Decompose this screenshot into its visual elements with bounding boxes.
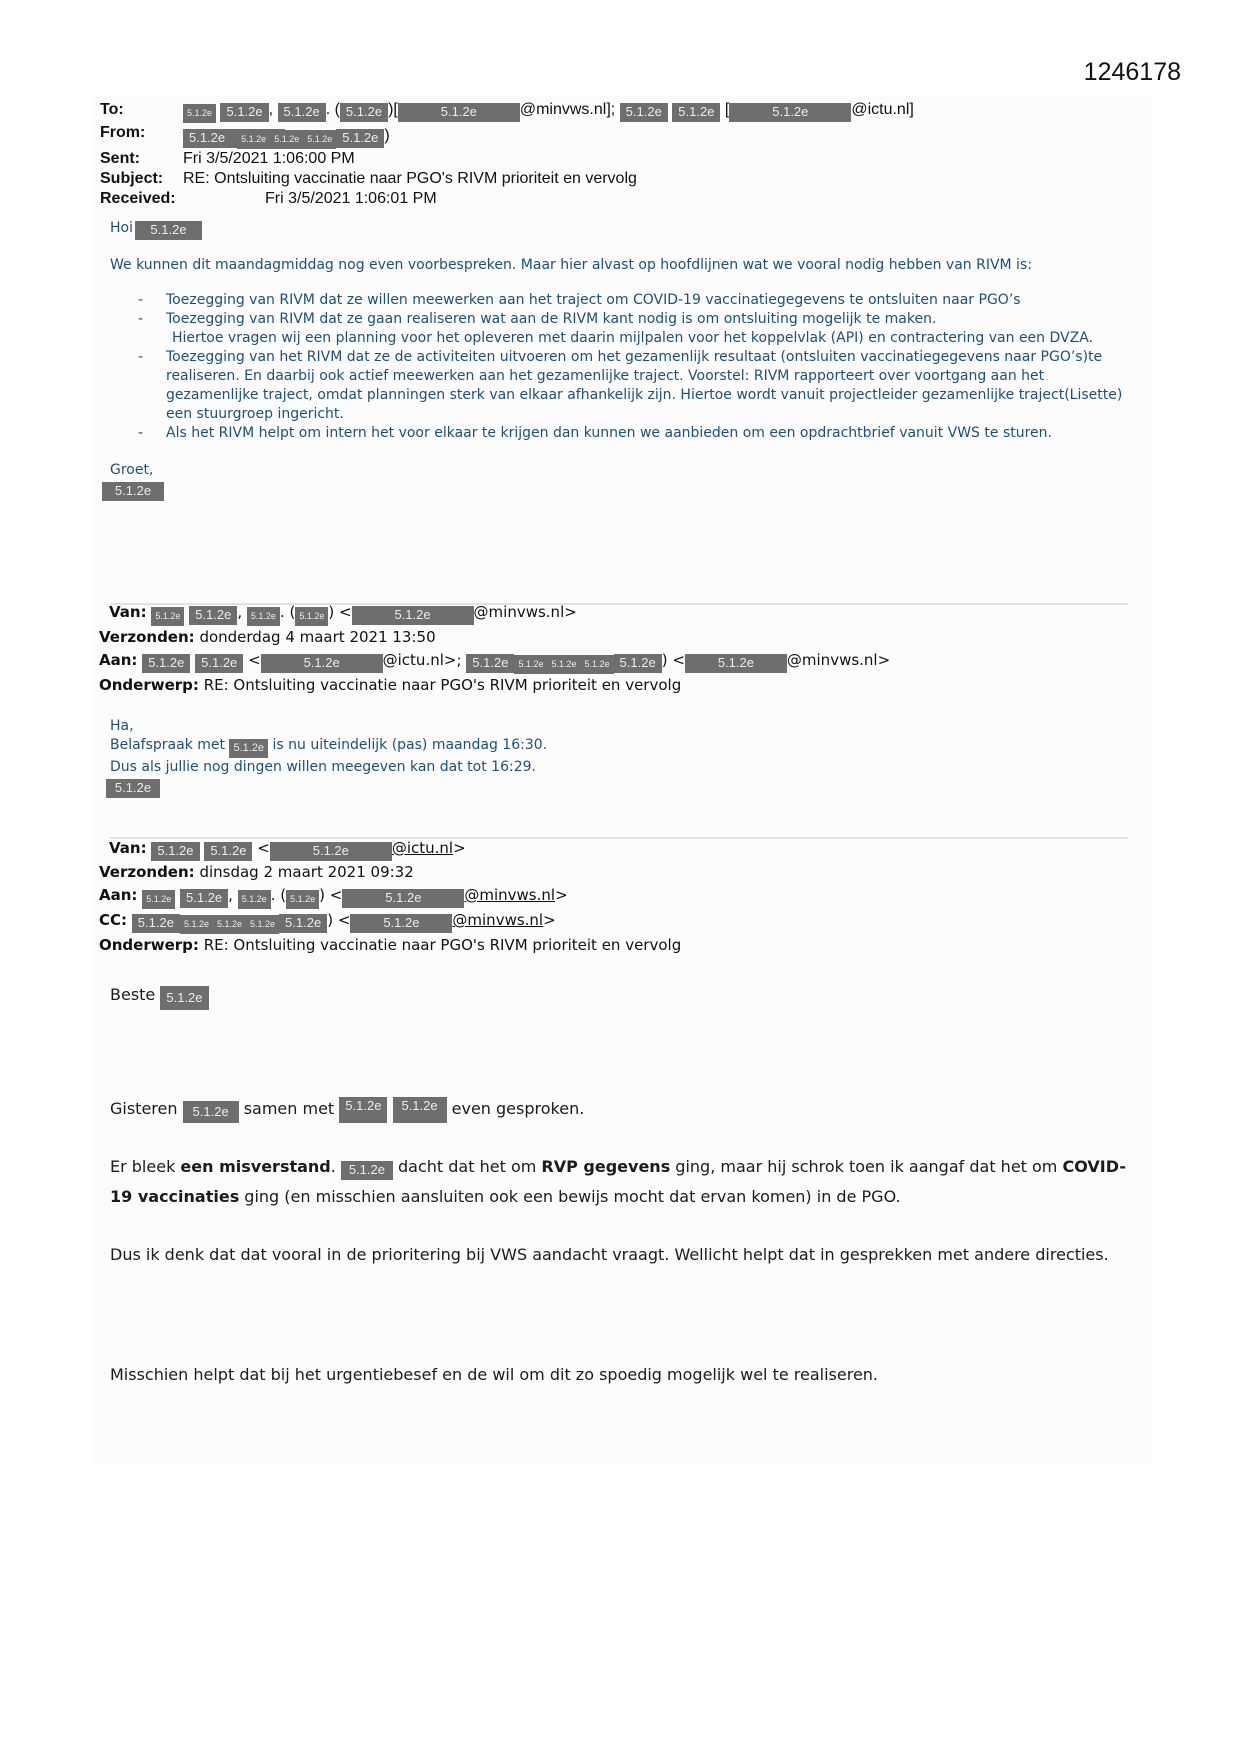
redaction: 5.1.2e [180,915,213,934]
redaction: 5.1.2e [151,842,199,861]
redaction: 5.1.2e [295,607,328,626]
email-link[interactable]: @ictu.nl [391,839,454,857]
redaction: 5.1.2e [270,130,303,149]
redaction: 5.1.2e [229,739,268,758]
paragraph: Gisteren 5.1.2e samen met 5.1.2e 5.1.2e even gesproken. [110,1094,1130,1124]
greeting: Hoi 5.1.2e [110,219,1130,240]
van-row: Van: 5.1.2e 5.1.2e < 5.1.2e @ictu.nl> [99,837,681,861]
redaction [225,123,237,142]
redaction: 5.1.2e [393,1097,447,1123]
aan-row: Aan: 5.1.2e 5.1.2e < 5.1.2e @ictu.nl>; 5.1.2e 5.1.2e 5.1.2e 5.1.2e 5.1.2e ) < 5.1.2e @minvws.nl> [99,649,890,674]
onderwerp-row: Onderwerp: RE: Ontsluiting vaccinatie naar PGO's RIVM prioriteit en vervolg [99,676,682,694]
redaction: 5.1.2e [352,606,474,625]
from-row [100,123,914,149]
to-value: 5.1.2e 5.1.2e , 5.1.2e . ( 5.1.2e )[ 5.1.2e @minvws.nl]; 5.1.2e 5.1.2e [ 5.1.2e @ictu.nl] [183,100,914,123]
verzonden-row: Verzonden: donderdag 4 maart 2021 13:50 [99,628,436,646]
redaction: 5.1.2e [278,103,326,122]
redaction: 5.1.2e [466,654,514,673]
to-domain-minvws: @minvws.nl]; [519,101,616,118]
redaction: 5.1.2e [151,607,184,626]
redaction: 5.1.2e [729,103,851,122]
redaction: 5.1.2e [261,654,383,673]
redaction: 5.1.2e [246,915,279,934]
onderwerp-row: Onderwerp: RE: Ontsluiting vaccinatie naar PGO's RIVM prioriteit en vervolg [99,936,682,954]
list-item: - Toezegging van het RIVM dat ze de activiteiten uitvoeren om het gezamenlijk resultaat (ontsluiten vaccinatiegegevens naar PGO’s)te realiseren. En daarbij ook actief meewerken aan het gezamenlijke traject. Voorstel: RIVM rapporteert over voortgang aan het gezamenlijke traject, omdat planningen sterk van elkaar afhankelijk zijn. Hiertoe wordt vanuit projectleider gezamenlijke traject(Lisette) een stuurgroep ingericht. [138,349,1123,422]
intro-paragraph: We kunnen dit maandagmiddag nog even voorbespreken. Maar hier alvast op hoofdlijnen wat we vooral nodig hebben van RIVM is: [110,257,1032,273]
redaction: 5.1.2e [183,129,285,148]
redaction: 5.1.2e [279,914,327,933]
paragraph: Misschien helpt dat bij het urgentiebesef en de wil om dit zo spoedig mogelijk wel te realiseren. [110,1365,879,1384]
message-2-body: Ha, Belafspraak met 5.1.2e is nu uiteindelijk (pas) maandag 16:30. Dus als jullie nog dingen willen meegeven kan dat tot 16:29. 5.1.2e [110,717,547,798]
redaction: 5.1.2e [237,130,270,149]
redaction: 5.1.2e [189,606,237,625]
redaction: 5.1.2e [339,1097,387,1123]
redaction: 5.1.2e [303,130,336,149]
redaction: 5.1.2e [102,482,164,501]
verzonden-row: Verzonden: dinsdag 2 maart 2021 09:32 [99,863,414,881]
redaction: 5.1.2e [341,1161,393,1180]
paragraph: Dus ik denk dat dat vooral in de prioritering bij VWS aandacht vraagt. Wellicht helpt dat in gesprekken met andere directies. [110,1245,1109,1264]
van-row: Van: 5.1.2e 5.1.2e , 5.1.2e . ( 5.1.2e ) < 5.1.2e @minvws.nl> [99,601,890,626]
redaction: 5.1.2e [685,654,787,673]
redaction: 5.1.2e [183,1101,239,1123]
redaction: 5.1.2e [614,654,662,673]
message-3-body [110,980,1130,1390]
redaction: 5.1.2e [213,915,246,934]
redaction: 5.1.2e [180,889,228,908]
redaction: 5.1.2e [238,890,271,909]
received-value: Fri 3/5/2021 1:06:01 PM [265,190,437,207]
to-row [100,100,914,123]
redaction: 5.1.2e [286,890,319,909]
message-2-header [99,601,890,697]
redaction: 5.1.2e [135,221,202,240]
redaction: 5.1.2e [132,914,180,933]
redaction: 5.1.2e [514,655,547,674]
redaction: 5.1.2e [142,654,190,673]
list-item: - Toezegging van RIVM dat ze gaan realiseren wat aan de RIVM kant nodig is om ontsluiting mogelijk te maken. Hiertoe vragen wij een planning voor het opleveren met daarin mijlpalen voor het koppelvlak (API) en contractering van een DVZA. [138,311,1093,346]
redaction: 5.1.2e [547,655,580,674]
redaction: 5.1.2e [247,607,280,626]
list-item: - Toezegging van RIVM dat ze willen meewerken aan het traject om COVID-19 vaccinatiegegevens te ontsluiten naar PGO’s [138,292,1021,308]
redaction: 5.1.2e [106,779,160,798]
email-link[interactable]: @minvws.nl [452,911,544,929]
paragraph: Er bleek een misverstand. 5.1.2e dacht dat het om RVP gegevens ging, maar hij schrok toen ik aangaf dat het om COVID-19 vaccinaties ging (en misschien aansluiten ook een bewijs mocht dat ervan komen) in de PGO. [110,1157,1126,1206]
aan-row: Aan: 5.1.2e 5.1.2e , 5.1.2e . ( 5.1.2e ) < 5.1.2e @minvws.nl> [99,884,681,909]
list-item: - Als het RIVM helpt om intern het voor elkaar te krijgen dan kunnen we aanbieden om een opdrachtbrief vanuit VWS te sturen. [138,425,1052,441]
message-3-header [99,837,681,957]
subject-label: Subject: [100,170,164,187]
sent-value: Fri 3/5/2021 1:06:00 PM [183,150,355,167]
document-number: 1246178 [1083,58,1181,86]
sent-row [100,149,914,169]
redaction: 5.1.2e [183,104,216,123]
from-label: From: [100,124,146,141]
from-value: 5.1.2e 5.1.2e 5.1.2e 5.1.2e 5.1.2e ) [183,123,390,149]
email-link[interactable]: @minvws.nl [464,886,556,904]
redaction: 5.1.2e [672,103,720,122]
redaction: 5.1.2e [204,842,252,861]
message-1-body [110,219,1130,501]
to-domain-ictu: @ictu.nl] [851,101,914,118]
redaction: 5.1.2e [336,129,384,148]
to-label: To: [100,101,124,118]
redaction: 5.1.2e [142,890,175,909]
closing: Groet, [110,462,154,478]
redaction: 5.1.2e [581,655,614,674]
redaction: 5.1.2e [270,842,392,861]
subject-value: RE: Ontsluiting vaccinatie naar PGO's RIVM prioriteit en vervolg [183,170,637,187]
redaction: 5.1.2e [342,889,464,908]
greeting: Beste 5.1.2e [110,980,1130,1010]
redaction: 5.1.2e [340,103,388,122]
request-list [138,291,1130,443]
redaction: 5.1.2e [195,654,243,673]
signature [110,480,1130,501]
cc-row: CC: 5.1.2e 5.1.2e 5.1.2e 5.1.2e 5.1.2e ) < 5.1.2e @minvws.nl> [99,909,681,934]
sent-label: Sent: [100,150,140,167]
redaction: 5.1.2e [220,103,268,122]
subject-row [100,169,914,189]
redaction: 5.1.2e [398,103,520,122]
redaction: 5.1.2e [350,914,452,933]
redaction: 5.1.2e [160,986,208,1010]
received-row [100,189,914,209]
email-header [100,100,914,209]
redaction: 5.1.2e [620,103,668,122]
received-label: Received: [100,190,176,207]
